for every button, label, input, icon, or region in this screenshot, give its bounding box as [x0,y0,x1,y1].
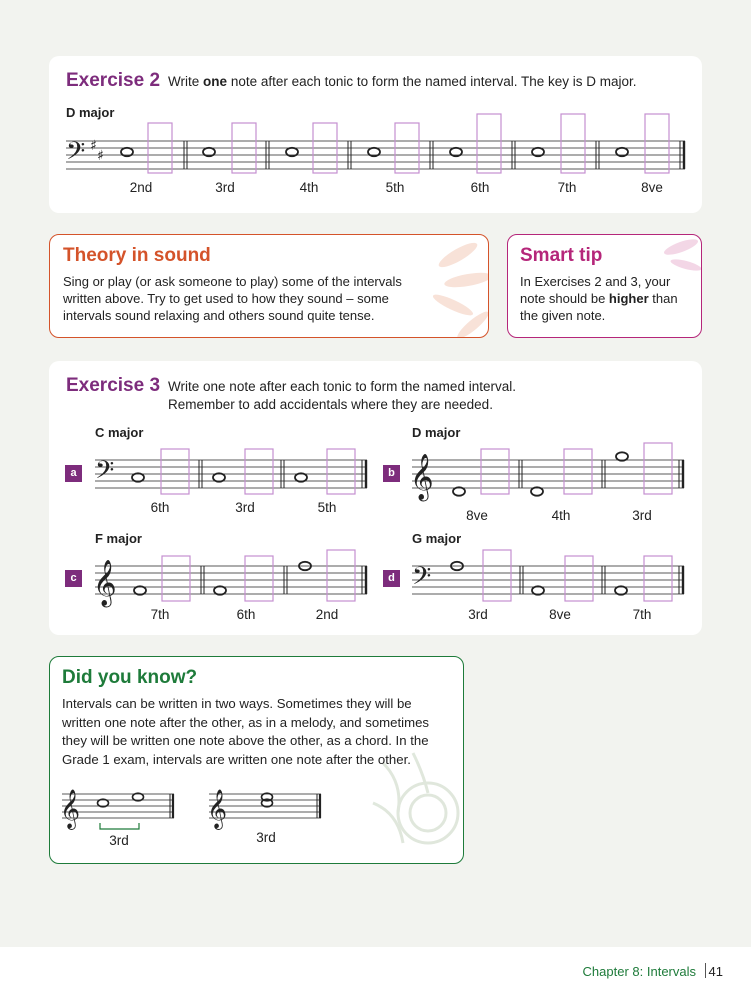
answer-box[interactable] [477,114,501,173]
tonic-note [616,452,628,460]
interval-label: 4th [299,180,319,195]
interval-label: 8ve [641,180,663,195]
part-a-key: C major [95,425,144,440]
interval-label: 6th [470,180,490,195]
example-2-label: 3rd [256,830,276,845]
tonic-note [214,586,226,594]
tonic-note [531,487,543,495]
interval-label: 3rd [235,500,255,515]
did-you-know-title: Did you know? [62,667,198,688]
part-b-key: D major [412,425,461,440]
exercise-3-title [66,375,516,397]
exercise-3-instruction: Write one note after each tonic to form the named interval. [168,379,516,394]
did-you-know-text: Intervals can be written in two ways. Sometimes they will be written one note after the other, as in a melody, and sometimes they will be written one note above the other, as a chord. In the Grade 1 exam, intervals are written one note after the other. [62,696,430,767]
interval-bracket [100,823,139,829]
answer-box[interactable] [644,443,672,494]
melodic-interval-example [62,780,182,830]
interval-label: 6th [236,607,256,622]
bass-clef-icon: 𝄢 [95,456,115,491]
treble-clef-icon: 𝄞 [60,789,81,829]
tonic-note [134,586,146,594]
chapter-title: Chapter 8: Intervals [582,964,696,979]
exercise-3-instruction-2: Remember to add accidentals where they are needed. [168,397,493,412]
part-d-staff [412,546,687,606]
theory-in-sound-title: Theory in sound [63,245,211,266]
treble-clef-icon: 𝄞 [410,454,434,500]
tonic-note [132,473,144,481]
answer-box[interactable] [245,449,273,494]
interval-label: 8ve [549,607,571,622]
interval-label: 7th [557,180,577,195]
interval-label: 7th [150,607,170,622]
page-number: 41 [708,964,723,979]
tonic-note [615,586,627,594]
interval-label: 5th [317,500,337,515]
svg-text:♯: ♯ [97,148,104,164]
answer-box[interactable] [481,449,509,494]
example-1-label: 3rd [109,833,129,848]
part-c-key: F major [95,531,142,546]
key-signature-sharps [90,138,104,164]
smart-tip-title: Smart tip [520,245,603,266]
part-b-marker: b [383,465,400,482]
svg-text:𝄢: 𝄢 [66,137,86,172]
part-b-staff [412,440,687,500]
interval-label: 5th [385,180,405,195]
tonic-note [295,473,307,481]
interval-label: 4th [551,508,571,523]
answer-box[interactable] [645,114,669,173]
interval-label: 3rd [215,180,235,195]
part-d-marker: d [383,570,400,587]
footer-divider [705,963,706,978]
part-d-key: G major [412,531,462,546]
smart-tip-text: In Exercises 2 and 3, your note should be higher than the given note. [520,274,678,323]
harmonic-interval-example [209,780,329,830]
tonic-note [532,586,544,594]
interval-label: 3rd [632,508,652,523]
part-a-marker: a [65,465,82,482]
part-c-marker: c [65,570,82,587]
exercise-2-title [66,70,637,92]
interval-label: 2nd [129,180,153,195]
answer-box[interactable] [561,114,585,173]
exercise-2-key: D major [66,105,115,120]
part-c-staff [95,546,370,606]
bass-clef-icon: 𝄢 [412,562,432,597]
page-footer [0,947,751,1000]
answer-box[interactable] [483,550,511,601]
bass-clef-icon [66,137,85,172]
part-a-staff [95,440,370,500]
tonic-note [453,487,465,495]
interval-label: 8ve [466,508,488,523]
theory-in-sound-text: Sing or play (or ask someone to play) some of the intervals written above. Try to get used to how they sound – some intervals sound relaxing and others sound quite tense. [63,274,402,323]
svg-text:♯: ♯ [90,138,97,154]
interval-label: 2nd [315,607,339,622]
answer-box[interactable] [564,449,592,494]
answer-box[interactable] [327,550,355,601]
treble-clef-icon: 𝄞 [93,560,117,606]
treble-clef-icon: 𝄞 [207,789,228,829]
answer-box[interactable] [327,449,355,494]
exercise-2-staff [66,110,690,182]
exercise-2-instruction: Write one note after each tonic to form the named interval. The key is D major. [168,74,637,89]
interval-label: 3rd [468,607,488,622]
answer-box[interactable] [161,449,189,494]
interval-label: 7th [632,607,652,622]
interval-label: 6th [150,500,170,515]
exercise-2-number: Exercise 2 [66,70,161,91]
tonic-note [213,473,225,481]
exercise-3-number: Exercise 3 [66,375,161,396]
